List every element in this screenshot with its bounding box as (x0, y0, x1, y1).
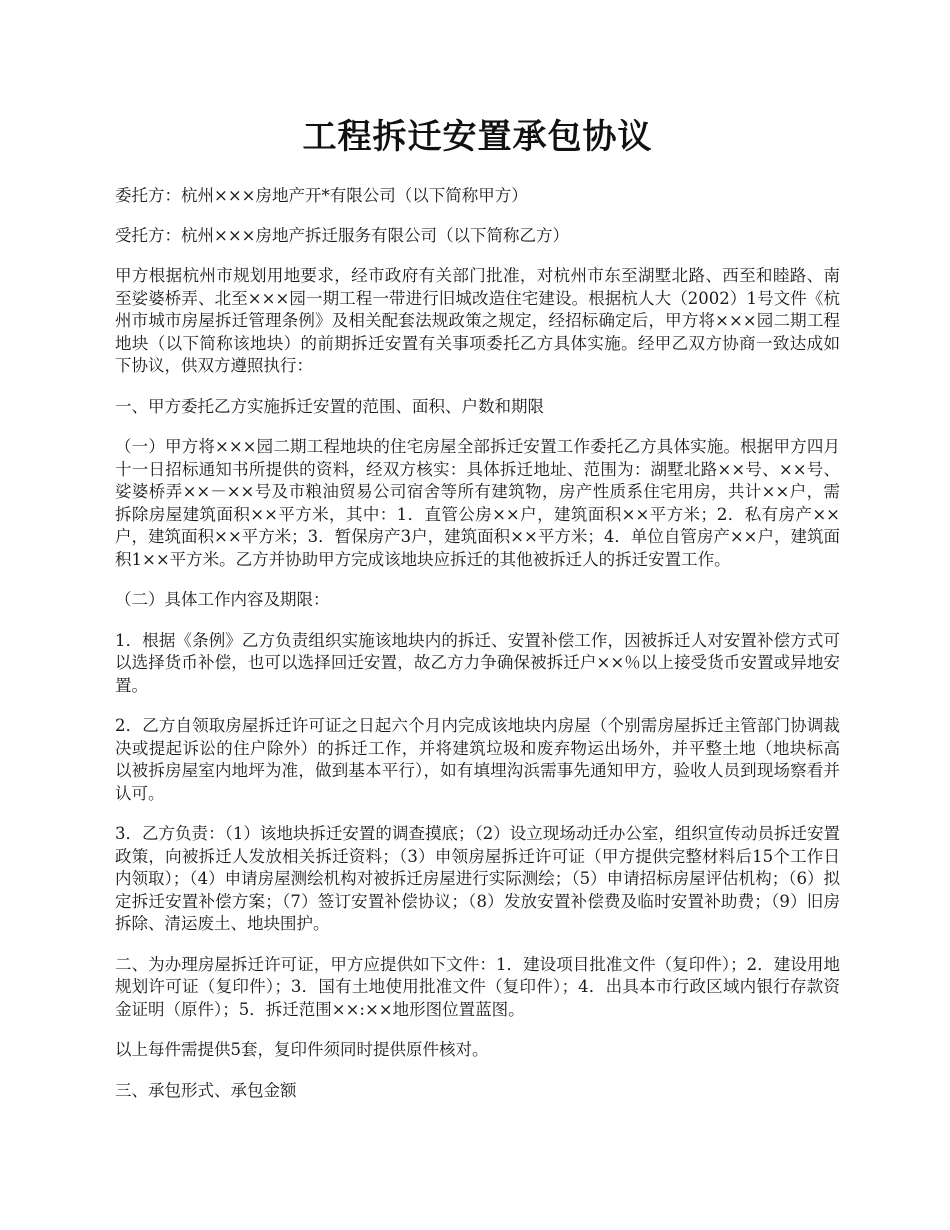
paragraph-scope: （一）甲方将×××园二期工程地块的住宅房屋全部拆迁安置工作委托乙方具体实施。根据甲方四月十一日招标通知书所提供的资料，经双方核实：具体拆迁地址、范围为：湖墅北路××号、××号、娑婆桥弄××－××号及市粮油贸易公司宿舍等所有建筑物，房产性质系住宅用房，共计××户，需拆除房屋建筑面积××平方米，其中：1．直管公房××户，建筑面积××平方米；2．私有房产××户，建筑面积××平方米；3．暂保房产3户，建筑面积××平方米；4．单位自管房产××户，建筑面积1××平方米。乙方并协助甲方完成该地块应拆迁的其他被拆迁人的拆迁安置工作。 (115, 437, 840, 569)
paragraph-item-2: 2．乙方自领取房屋拆迁许可证之日起六个月内完成该地块内房屋（个别需房屋拆迁主管部门协调裁决或提起诉讼的住户除外）的拆迁工作，并将建筑垃圾和废弃物运出场外，并平整土地（地块标高以被拆房屋室内地坪为准，做到基本平行），如有填埋沟浜需事先通知甲方，验收人员到现场察看并认可。 (115, 716, 840, 803)
paragraph-contractor: 受托方：杭州×××房地产拆迁服务有限公司（以下简称乙方） (115, 225, 569, 245)
section-heading-2: 二、为办理房屋拆迁许可证，甲方应提供如下文件：1．建设项目批准文件（复印件）；2．建设用地规划许可证（复印件）；3．国有土地使用批准文件（复印件）；4．出具本市行政区域内银行存款资金证明（原件）；5．拆迁范围××:××地形图位置蓝图。 (115, 954, 840, 1019)
paragraph-copies-note: 以上每件需提供5套，复印件须同时提供原件核对。 (115, 1040, 489, 1059)
subheading-work-content: （二）具体工作内容及期限： (115, 590, 330, 609)
document-title: 工程拆迁安置承包协议 (302, 117, 653, 157)
paragraph-item-1: 1．根据《条例》乙方负责组织实施该地块内的拆迁、安置补偿工作，因被拆迁人对安置补偿方式可以选择货币补偿，也可以选择回迁安置，故乙方力争确保被拆迁户××％以上接受货币安置或异地安置。 (115, 630, 840, 695)
section-heading-1: 一、甲方委托乙方实施拆迁安置的范围、面积、户数和期限 (115, 396, 544, 416)
paragraph-item-3: 3．乙方负责：（1）该地块拆迁安置的调查摸底；（2）设立现场动迁办公室，组织宣传动员拆迁安置政策，向被拆迁人发放相关拆迁资料；（3）申领房屋拆迁许可证（甲方提供完整材料后15个工作日内领取）；（4）申请房屋测绘机构对被拆迁房屋进行实际测绘；（5）申请招标房屋评估机构；（6）拟定拆迁安置补偿方案；（7）签订安置补偿协议；（8）发放安置补偿费及临时安置补助费；（9）旧房拆除、清运废土、地块围护。 (115, 824, 840, 933)
section-heading-3: 三、承包形式、承包金额 (115, 1080, 297, 1100)
paragraph-preamble: 甲方根据杭州市规划用地要求，经市政府有关部门批准，对杭州市东至湖墅北路、西至和睦路、南至娑婆桥弄、北至×××园一期工程一带进行旧城改造住宅建设。根据杭人大（2002）1号文件《杭州市城市房屋拆迁管理条例》及相关配套法规政策之规定，经招标确定后，甲方将×××园二期工程地块（以下简称该地块）的前期拆迁安置有关事项委托乙方具体实施。经甲乙双方协商一致达成如下协议，供双方遵照执行： (115, 266, 840, 375)
document-page (115, 0, 840, 1102)
paragraph-client: 委托方：杭州×××房地产开*有限公司（以下简称甲方） (115, 186, 528, 205)
